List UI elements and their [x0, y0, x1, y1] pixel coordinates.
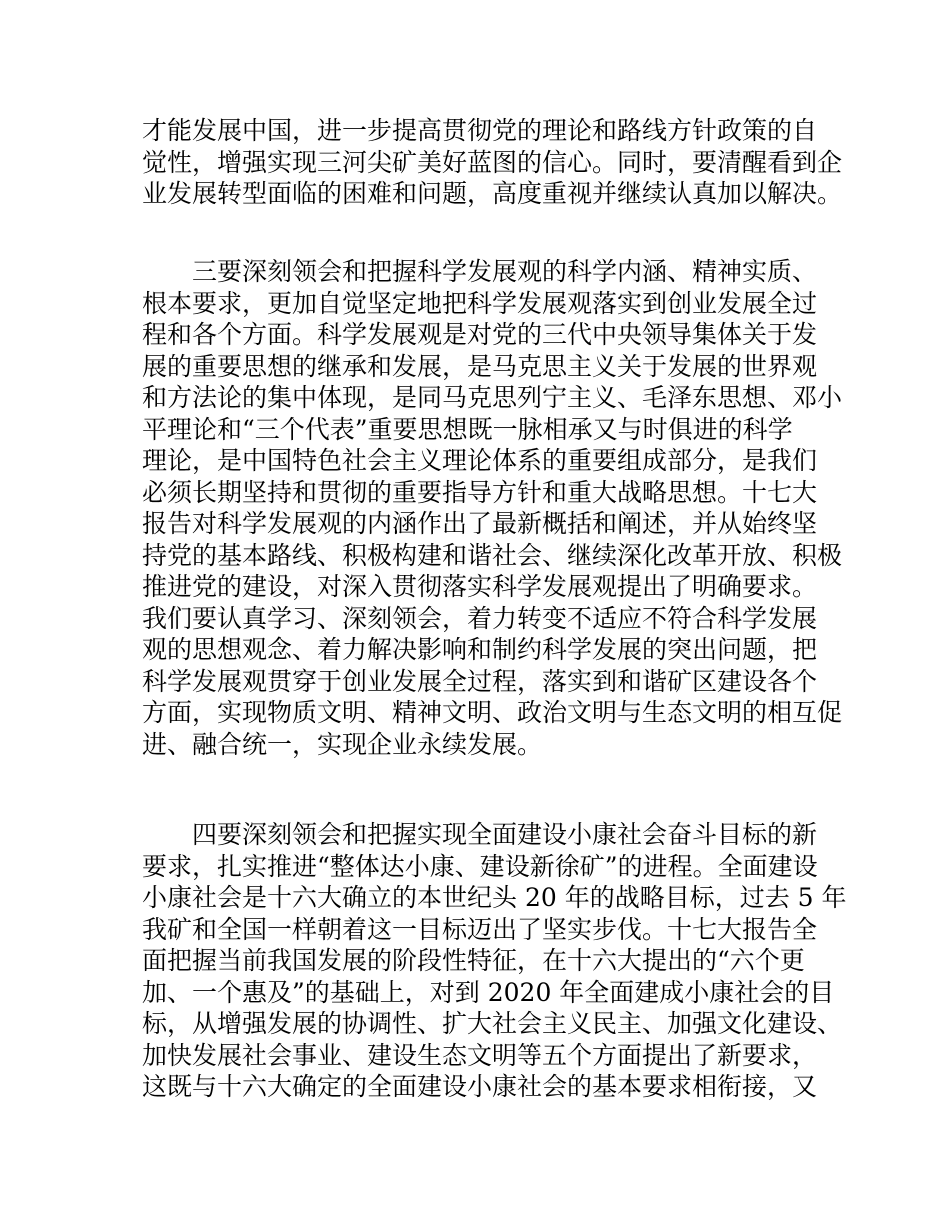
- text-line: 我矿和全国一样朝着这一目标迈出了坚实步伐。十七大报告全: [142, 914, 818, 944]
- paragraph-point-three: [142, 256, 843, 792]
- text-line: 程和各个方面。科学发展观是对党的三代中央领导集体关于发: [142, 320, 818, 349]
- text-line: 理论，是中国特色社会主义理论体系的重要组成部分，是我们: [142, 446, 818, 475]
- text-line: 业发展转型面临的困难和问题，高度重视并继续认真加以解决。: [142, 179, 843, 208]
- text-line: 加快发展社会事业、建设生态文明等五个方面提出了新要求，: [142, 1040, 818, 1070]
- text-line: 进、融合统一，实现企业永续发展。: [142, 729, 543, 759]
- text-line: 推进党的建设，对深入贯彻落实科学发展观提出了明确要求。: [142, 572, 818, 601]
- text-line: 加、一个惠及”的基础上，对到 2020 年全面建成小康社会的目: [142, 977, 835, 1007]
- text-line: 面把握当前我国发展的阶段性特征，在十六大提出的“六个更: [142, 946, 805, 975]
- text-line: 方面，实现物质文明、精神文明、政治文明与生态文明的相互促: [142, 698, 843, 727]
- text-line: 标，从增强发展的协调性、扩大社会主义民主、加强文化建设、: [142, 1009, 843, 1038]
- text-line: [142, 760, 822, 792]
- text-line: 报告对科学发展观的内涵作出了最新概括和阐述，并从始终坚: [142, 509, 818, 538]
- text-line: 这既与十六大确定的全面建设小康社会的基本要求相衔接，又: [142, 1072, 818, 1101]
- text-line: 觉性，增强实现三河尖矿美好蓝图的信心。同时，要清醒看到企: [142, 147, 843, 177]
- text-line: 小康社会是十六大确立的本世纪头 20 年的战略目标，过去 5 年: [142, 883, 847, 912]
- text-line: 展的重要思想的继承和发展，是马克思主义关于发展的世界观: [142, 351, 818, 381]
- text-line: 我们要认真学习、深刻领会，着力转变不适应不符合科学发展: [142, 603, 818, 633]
- text-line: 必须长期坚持和贯彻的重要指导方针和重大战略思想。十七大: [142, 477, 818, 507]
- text-line: 科学发展观贯穿于创业发展全过程，落实到和谐矿区建设各个: [142, 666, 818, 696]
- text-line: 才能发展中国，进一步提高贯彻党的理论和路线方针政策的自: [142, 116, 818, 145]
- text-line: 持党的基本路线、积极构建和谐社会、继续深化改革开放、积极: [142, 540, 843, 570]
- text-line: 观的思想观念、着力解决影响和制约科学发展的突出问题，把: [142, 635, 818, 664]
- text-line: 和方法论的集中体现，是同马克思列宁主义、毛泽东思想、邓小: [142, 383, 843, 412]
- text-line: 三要深刻领会和把握科学发展观的科学内涵、精神实质、: [142, 257, 818, 286]
- text-line: 要求，扎实推进“整体达小康、建设新徐矿”的进程。全面建设: [142, 851, 818, 881]
- paragraph-continuation: [142, 115, 843, 210]
- paragraph-point-four: [142, 819, 847, 1103]
- text-line: 四要深刻领会和把握实现全面建设小康社会奋斗目标的新: [142, 820, 818, 849]
- text-line: 根本要求，更加自觉坚定地把科学发展观落实到创业发展全过: [142, 288, 818, 318]
- text-line: 平理论和“三个代表”重要思想既一脉相承又与时俱进的科学: [142, 414, 793, 444]
